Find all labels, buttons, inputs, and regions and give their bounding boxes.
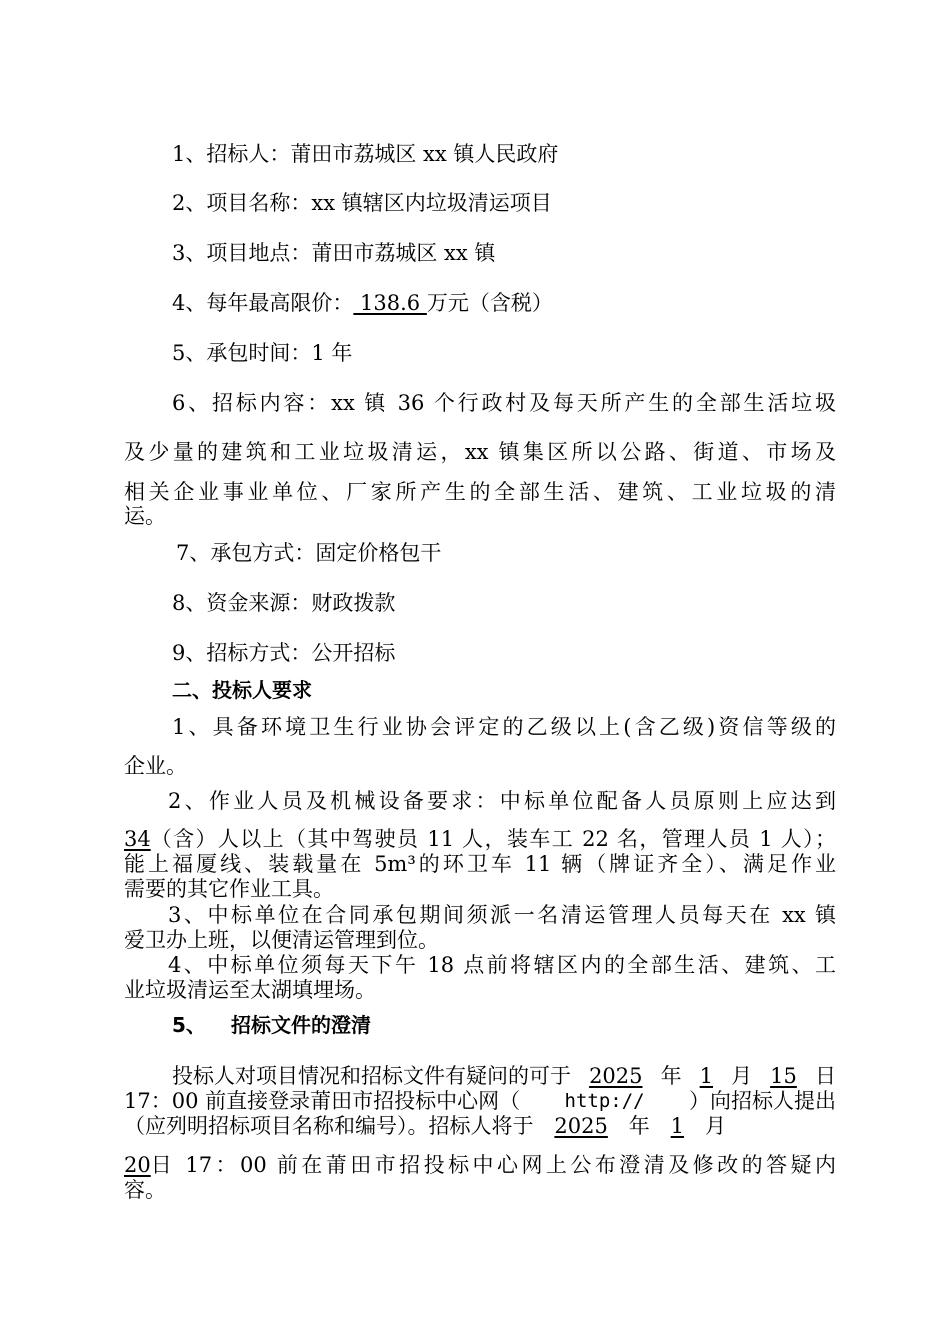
item-project-name: 2、项目名称：xx 镇辖区内垃圾清运项目 [172, 191, 552, 215]
section-2-heading: 二、投标人要求 [172, 678, 312, 702]
clarify-note-text: （应列明招标项目名称和编号）。招标人将于 [124, 1114, 534, 1138]
clarify-line-4 [124, 1152, 836, 1178]
clarify-line-1 [172, 1063, 836, 1089]
clarify-day-1: 15 [770, 1064, 797, 1088]
clarify-text-a: 投标人对项目情况和招标文件有疑问的可于 [172, 1064, 571, 1088]
clarify-month-2: 1 [670, 1114, 685, 1138]
req-2-line-4: 需要的其它作业工具。 [124, 877, 334, 901]
item-project-location: 3、项目地点：莆田市荔城区 xx 镇 [172, 241, 496, 265]
item-tender-method: 9、招标方式：公开招标 [172, 641, 396, 665]
clarify-publish-text: 日 17：00 前在莆田市招投标中心网上公布澄清及修改的答疑内 [150, 1153, 836, 1177]
clarify-day-label: 日 [814, 1064, 836, 1088]
clarify-line-3 [124, 1113, 726, 1139]
section-5-number: 5、 [172, 1013, 206, 1037]
item-content-line-2: 及少量的建筑和工业垃圾清运，xx 镇集区所以公路、街道、市场及 [124, 440, 836, 464]
staff-details: （含）人以上（其中驾驶员 11 人，装车工 22 名，管理人员 1 人）； [150, 827, 836, 851]
clarify-day-2: 20 [124, 1153, 151, 1177]
staff-count: 34 [124, 827, 151, 851]
req-4-line-2: 业垃圾清运至太湖填埋场。 [124, 978, 376, 1002]
item-funding-source: 8、资金来源：财政拨款 [172, 591, 396, 615]
clarify-submit-text: ）向招标人提出 [688, 1089, 836, 1113]
item-content-line-3: 相关企业事业单位、厂家所产生的全部生活、建筑、工业垃圾的清 [124, 480, 836, 504]
req-2-line-3: 能上福厦线、装载量在 5m³的环卫车 11 辆（牌证齐全）、满足作业 [124, 852, 836, 876]
clarify-deadline-text: 17：00 前直接登录莆田市招投标中心网（ [124, 1089, 521, 1113]
max-price-value: 138.6 [353, 291, 427, 315]
req-4-line-1: 4、中标单位须每天下午 18 点前将辖区内的全部生活、建筑、工 [168, 953, 836, 977]
item-max-price [172, 290, 553, 316]
clarify-line-5: 容。 [124, 1178, 166, 1202]
clarify-month-label: 月 [731, 1064, 753, 1088]
item-content-line-4: 运。 [124, 504, 166, 528]
clarify-year-2: 2025 [554, 1114, 608, 1138]
item-content-line-1: 6、招标内容：xx 镇 36 个行政村及每天所产生的全部生活垃圾 [172, 391, 836, 415]
clarify-year-1: 2025 [589, 1064, 643, 1088]
req-2-line-1: 2、作业人员及机械设备要求：中标单位配备人员原则上应达到 [168, 789, 836, 813]
clarify-month-1: 1 [699, 1064, 714, 1088]
max-price-unit: 万元（含税） [426, 291, 553, 315]
item-contract-method: 7、承包方式：固定价格包干 [176, 541, 442, 565]
req-1-line-2: 企业。 [124, 754, 187, 778]
req-1-line-1: 1、具备环境卫生行业协会评定的乙级以上(含乙级)资信等级的 [172, 715, 836, 739]
clarify-month-label-2: 月 [704, 1114, 726, 1138]
item-tenderer: 1、招标人：莆田市荔城区 xx 镇人民政府 [172, 142, 559, 166]
req-3-line-1: 3、中标单位在合同承包期间须派一名清运管理人员每天在 xx 镇 [168, 903, 836, 927]
item-contract-period: 5、承包时间：1 年 [172, 341, 353, 365]
req-2-line-2 [124, 826, 836, 852]
max-price-label: 4、每年最高限价： [172, 291, 354, 315]
req-3-line-2: 爱卫办上班，以便清运管理到位。 [124, 928, 439, 952]
clarify-line-2 [124, 1088, 836, 1114]
clarify-year-label-2: 年 [628, 1114, 650, 1138]
clarify-url: http:// [564, 1090, 645, 1112]
clarify-year-label: 年 [660, 1064, 682, 1088]
section-5-heading: 招标文件的澄清 [231, 1013, 371, 1037]
